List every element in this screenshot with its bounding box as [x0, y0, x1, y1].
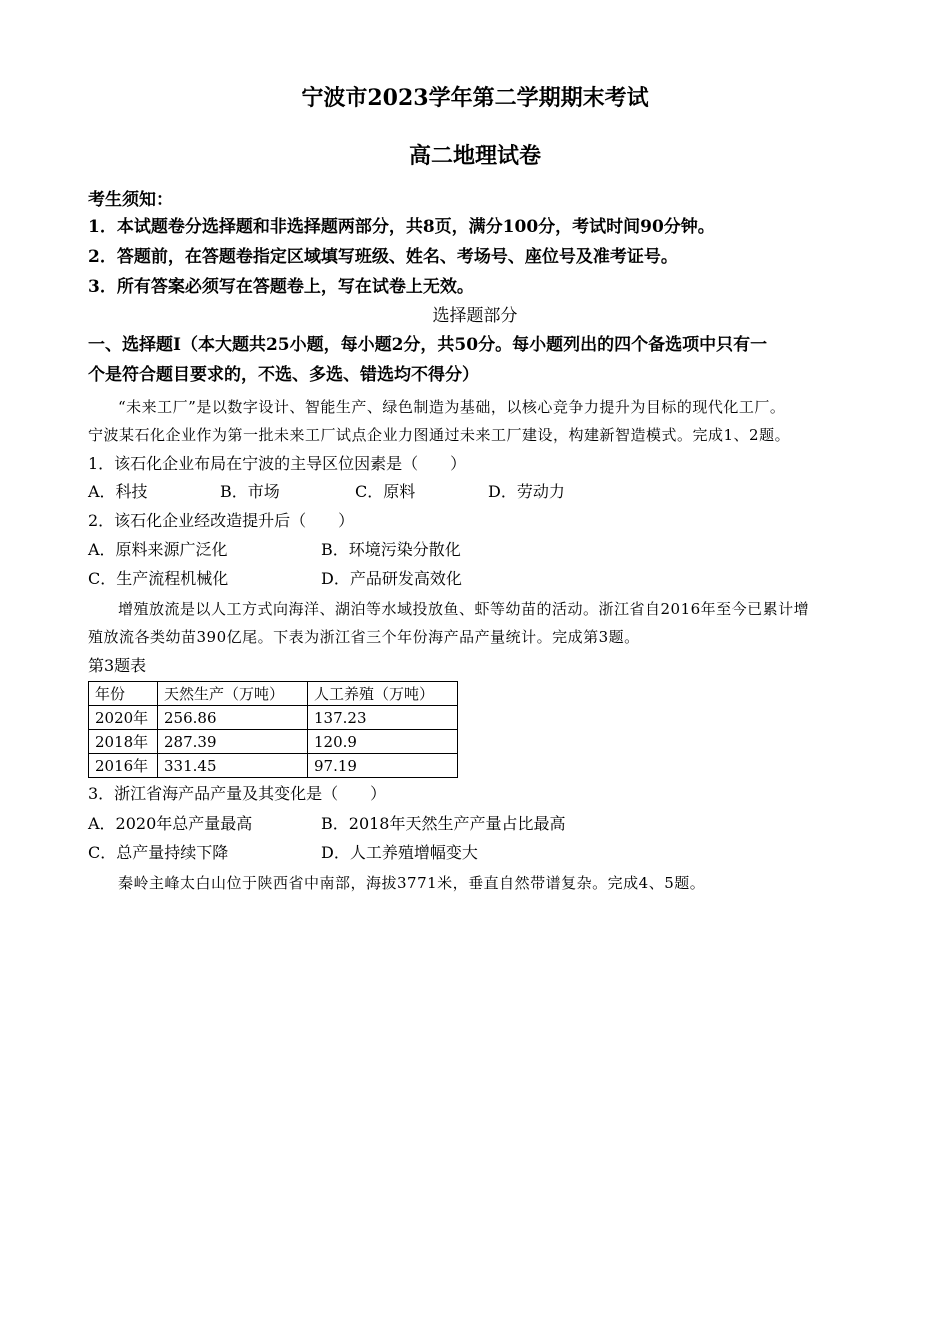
passage-2-line-1: 增殖放流是以人工方式向海洋、湖泊等水域投放鱼、虾等幼苗的活动。浙江省自2016年至今已累计增 — [118, 600, 810, 618]
table-cell-year: 2018年 — [89, 730, 158, 754]
table-header-row — [89, 682, 458, 706]
question-3-option-a: A．2020年总产量最高 — [88, 814, 253, 833]
table-cell-aquaculture: 120.9 — [308, 730, 458, 754]
question-1-option-b: B．市场 — [220, 482, 280, 501]
notice-item-3: 3．所有答案必须写在答题卷上，写在试卷上无效。 — [88, 277, 474, 297]
question-1-option-d: D．劳动力 — [488, 482, 565, 501]
question-1-option-c: C．原料 — [355, 482, 416, 501]
notice-item-1: 1．本试题卷分选择题和非选择题两部分，共8页，满分100分，考试时间90分钟。 — [88, 217, 715, 237]
table-cell-natural: 256.86 — [158, 706, 308, 730]
section-part-title: 选择题部分 — [432, 306, 518, 326]
table-row — [89, 730, 458, 754]
table-cell-natural: 331.45 — [158, 754, 308, 778]
notice-heading: 考生须知： — [88, 190, 173, 210]
question-1-option-a: A．科技 — [88, 482, 148, 501]
passage-2-line-2: 殖放流各类幼苗390亿尾。下表为浙江省三个年份海产品产量统计。完成第3题。 — [88, 628, 640, 646]
question-3-stem: 3．浙江省海产品产量及其变化是（ ） — [88, 784, 387, 803]
passage-3-line-1: 秦岭主峰太白山位于陕西省中南部，海拔3771米，垂直自然带谱复杂。完成4、5题。 — [118, 874, 706, 892]
question-3-option-d: D．人工养殖增幅变大 — [321, 843, 478, 862]
table-row — [89, 706, 458, 730]
section-instruction-line-2: 个是符合题目要求的，不选、多选、错选均不得分） — [88, 365, 479, 385]
question-3-option-c: C．总产量持续下降 — [88, 843, 229, 862]
question-2-option-d: D．产品研发高效化 — [321, 569, 462, 588]
question-1-stem: 1．该石化企业布局在宁波的主导区位因素是（ ） — [88, 454, 467, 473]
question-3-option-b: B．2018年天然生产产量占比最高 — [321, 814, 566, 833]
table-header-natural: 天然生产（万吨） — [158, 682, 308, 706]
question-2-option-c: C．生产流程机械化 — [88, 569, 229, 588]
question-2-option-a: A．原料来源广泛化 — [88, 540, 228, 559]
passage-1-line-2: 宁波某石化企业作为第一批未来工厂试点企业力图通过未来工厂建设，构建新智造模式。完成1、2题。 — [88, 426, 791, 444]
exam-title: 宁波市2023学年第二学期期末考试 — [301, 85, 649, 111]
table-cell-aquaculture: 137.23 — [308, 706, 458, 730]
table-caption: 第3题表 — [88, 656, 147, 675]
production-table — [88, 681, 458, 778]
table-cell-aquaculture: 97.19 — [308, 754, 458, 778]
table-header-aquaculture: 人工养殖（万吨） — [308, 682, 458, 706]
table-cell-natural: 287.39 — [158, 730, 308, 754]
table-row — [89, 754, 458, 778]
question-2-option-b: B．环境污染分散化 — [321, 540, 461, 559]
exam-subtitle: 高二地理试卷 — [408, 143, 541, 169]
table-cell-year: 2016年 — [89, 754, 158, 778]
table-header-year: 年份 — [89, 682, 158, 706]
notice-item-2: 2．答题前，在答题卷指定区域填写班级、姓名、考场号、座位号及准考证号。 — [88, 247, 678, 267]
table-cell-year: 2020年 — [89, 706, 158, 730]
question-2-stem: 2．该石化企业经改造提升后（ ） — [88, 511, 355, 530]
section-instruction-line-1: 一、选择题Ⅰ（本大题共25小题，每小题2分，共50分。每小题列出的四个备选项中只有一 — [88, 335, 768, 355]
passage-1-line-1: “未来工厂”是以数字设计、智能生产、绿色制造为基础，以核心竞争力提升为目标的现代化工厂。 — [118, 398, 786, 416]
